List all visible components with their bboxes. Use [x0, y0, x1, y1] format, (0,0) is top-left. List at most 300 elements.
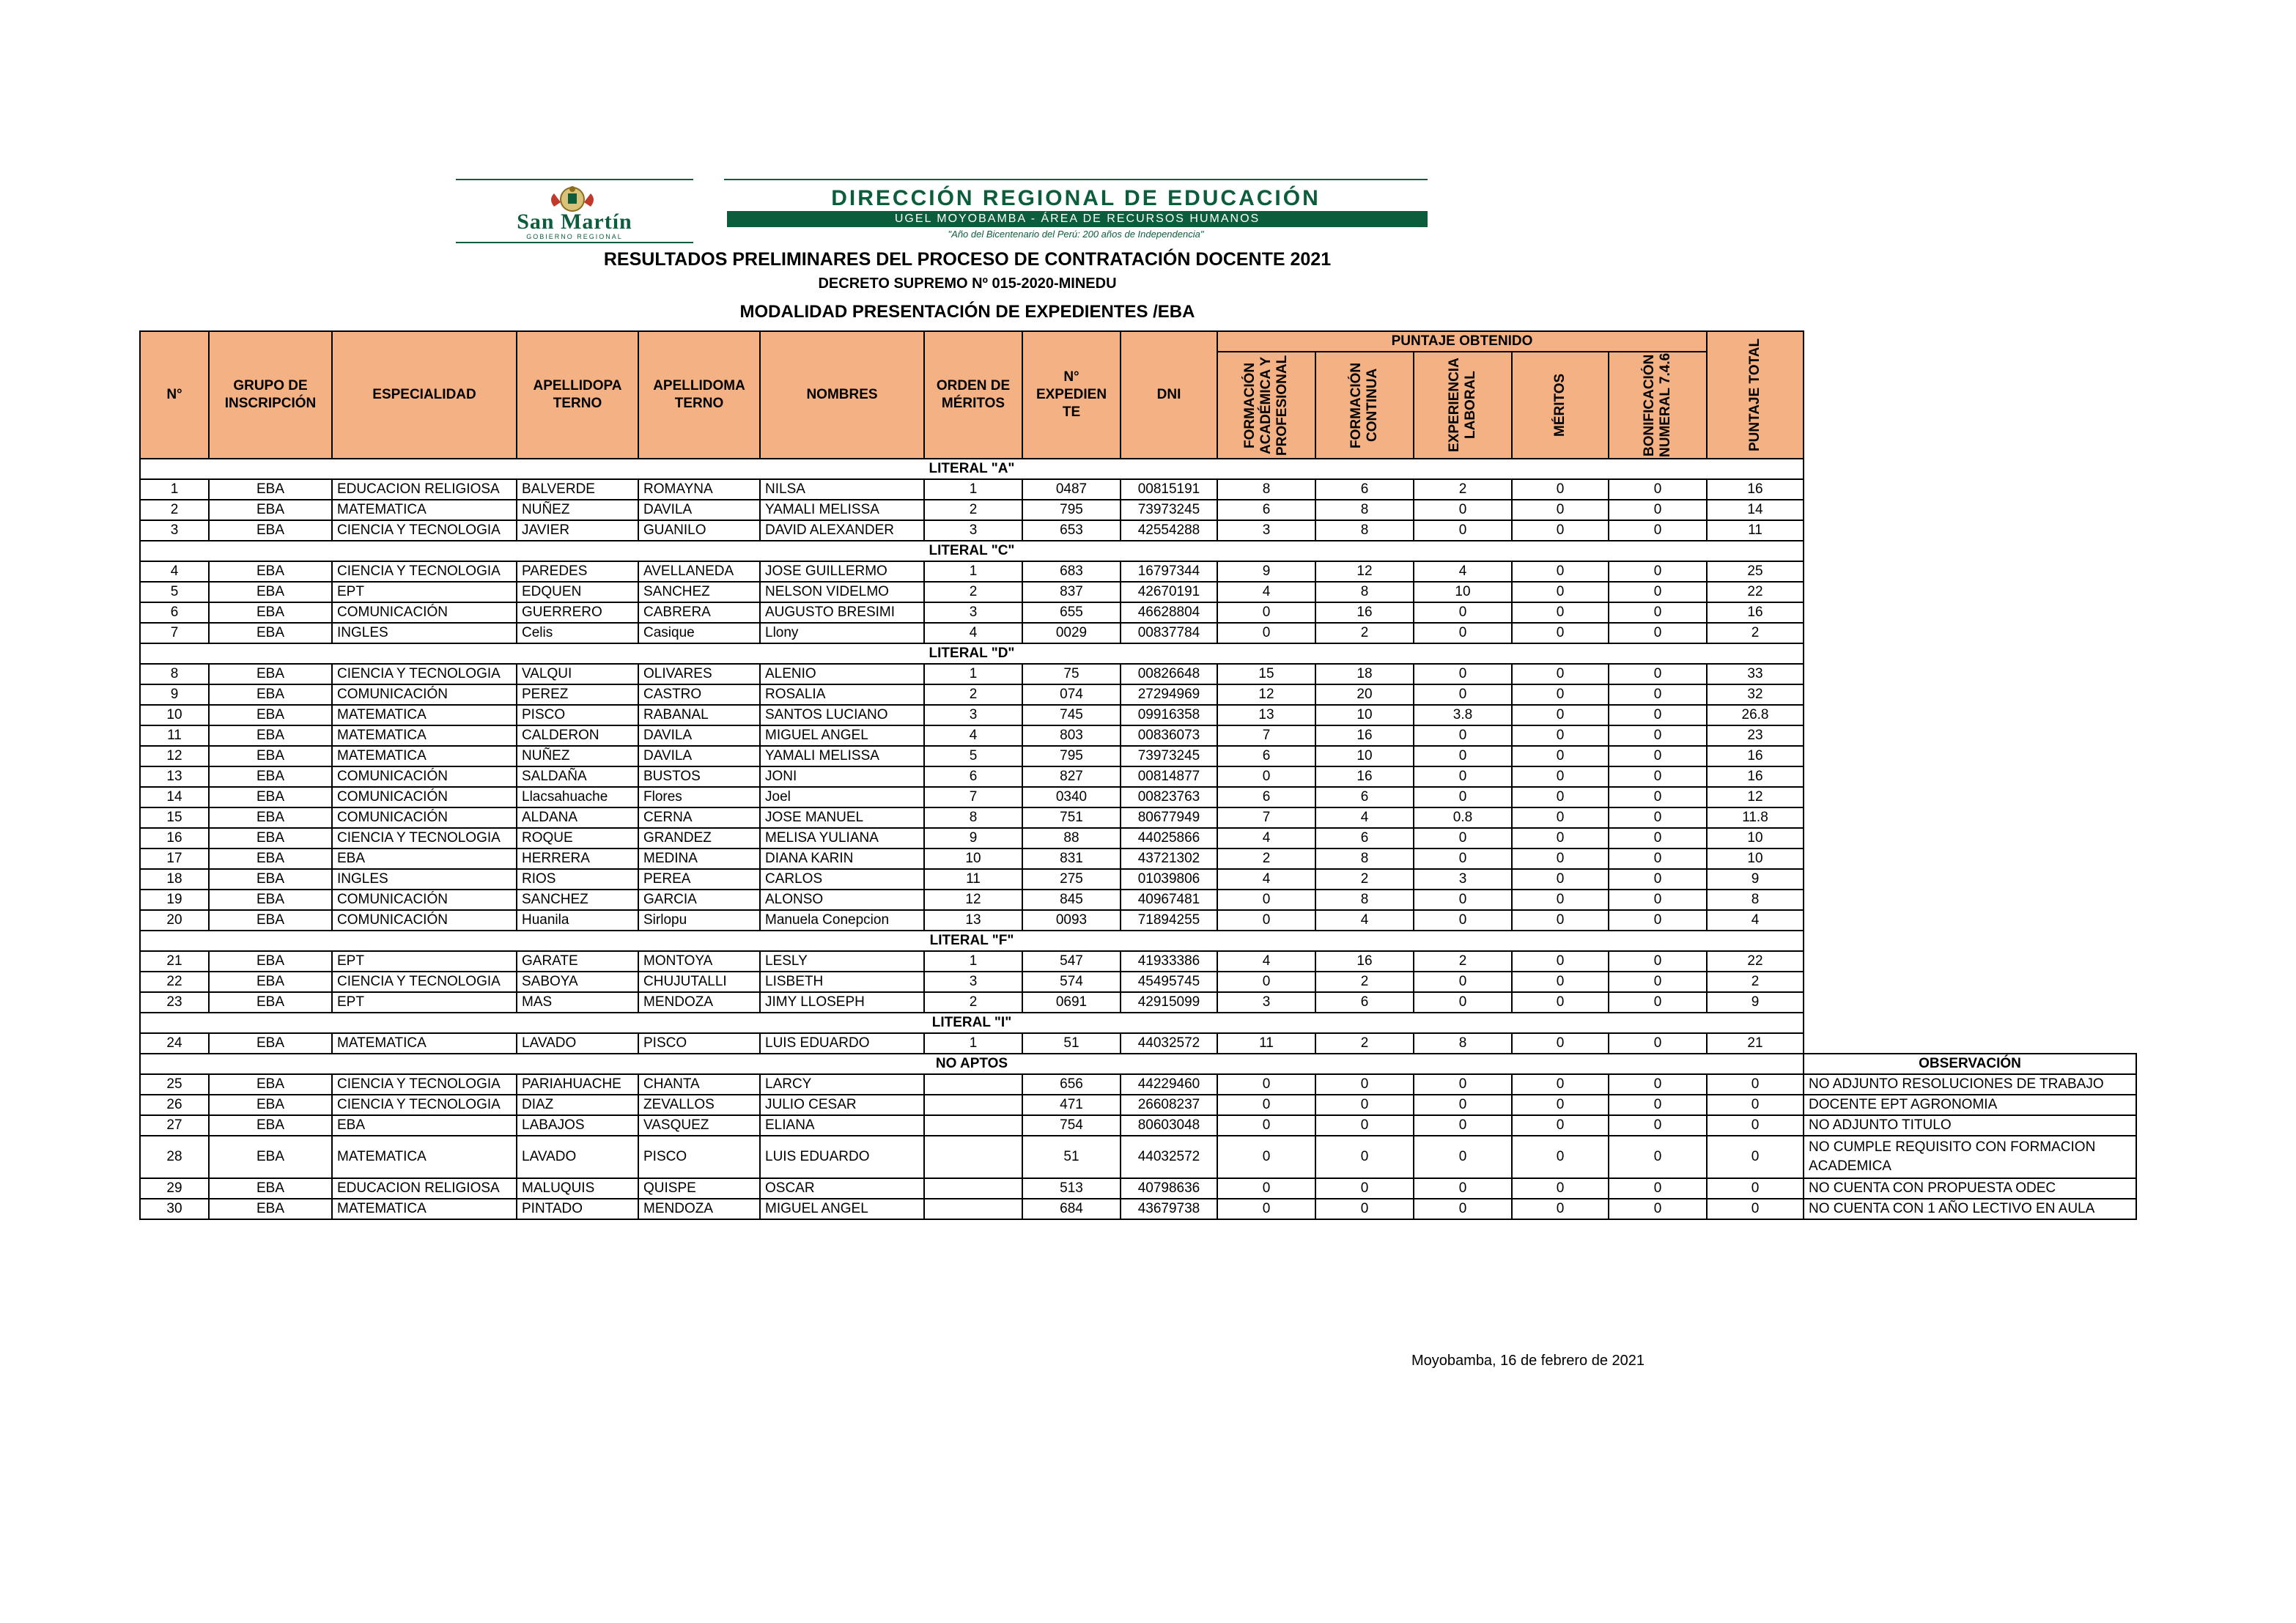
cell-exp: 574 [1022, 972, 1121, 992]
cell-orden: 10 [924, 849, 1022, 869]
section-row [140, 541, 2136, 561]
observation-spacer [1804, 1033, 2136, 1054]
cell-grupo: EBA [209, 500, 332, 520]
cell-dni: 00814877 [1121, 766, 1217, 787]
cell-grupo: EBA [209, 602, 332, 623]
cell-bo: 0 [1609, 520, 1707, 541]
logo-subtitle: GOBIERNO REGIONAL [526, 233, 623, 240]
cell-me: 0 [1512, 623, 1609, 643]
cell-fa: 3 [1217, 992, 1315, 1013]
cell-exp: 656 [1022, 1074, 1121, 1095]
cell-nom: CARLOS [760, 869, 924, 890]
cell-tot: 16 [1707, 766, 1804, 787]
cell-fc: 0 [1315, 1136, 1414, 1178]
table-row [140, 849, 2136, 869]
cell-pat: PEREZ [517, 684, 638, 705]
cell-n: 18 [140, 869, 209, 890]
cell-bo: 0 [1609, 1115, 1707, 1136]
cell-esp: EDUCACION RELIGIOSA [332, 1178, 517, 1199]
cell-me: 0 [1512, 602, 1609, 623]
cell-grupo: EBA [209, 664, 332, 684]
cell-nom: ROSALIA [760, 684, 924, 705]
cell-mat: PEREA [638, 869, 760, 890]
cell-n: 7 [140, 623, 209, 643]
cell-grupo: EBA [209, 1136, 332, 1178]
cell-fc: 8 [1315, 890, 1414, 910]
observation-spacer [1804, 684, 2136, 705]
cell-observacion: NO CUENTA CON PROPUESTA ODEC [1804, 1178, 2136, 1199]
cell-mat: VASQUEZ [638, 1115, 760, 1136]
cell-dni: 44032572 [1121, 1136, 1217, 1178]
observation-spacer [1804, 1013, 2136, 1033]
cell-grupo: EBA [209, 582, 332, 602]
cell-esp: CIENCIA Y TECNOLOGIA [332, 1095, 517, 1115]
cell-grupo: EBA [209, 623, 332, 643]
cell-pat: NUÑEZ [517, 746, 638, 766]
cell-fc: 4 [1315, 910, 1414, 931]
cell-tot: 10 [1707, 849, 1804, 869]
header-nombres: NOMBRES [760, 331, 924, 459]
cell-nom: NILSA [760, 479, 924, 500]
cell-dni: 16797344 [1121, 561, 1217, 582]
cell-exp: 51 [1022, 1033, 1121, 1054]
observation-spacer [1804, 766, 2136, 787]
observation-spacer [1804, 520, 2136, 541]
observation-spacer [1804, 869, 2136, 890]
cell-pat: MAS [517, 992, 638, 1013]
cell-tot: 4 [1707, 910, 1804, 931]
cell-orden: 2 [924, 992, 1022, 1013]
cell-fa: 9 [1217, 561, 1315, 582]
observation-spacer [1804, 664, 2136, 684]
cell-dni: 00826648 [1121, 664, 1217, 684]
cell-exp: 0487 [1022, 479, 1121, 500]
cell-esp: CIENCIA Y TECNOLOGIA [332, 664, 517, 684]
cell-grupo: EBA [209, 725, 332, 746]
cell-mat: Flores [638, 787, 760, 807]
cell-n: 25 [140, 1074, 209, 1095]
cell-fc: 16 [1315, 951, 1414, 972]
cell-n: 2 [140, 500, 209, 520]
cell-el: 0 [1414, 1178, 1512, 1199]
table-row [140, 561, 2136, 582]
cell-mat: MEDINA [638, 849, 760, 869]
cell-n: 15 [140, 807, 209, 828]
cell-orden: 6 [924, 766, 1022, 787]
cell-esp: EPT [332, 951, 517, 972]
cell-el: 0 [1414, 500, 1512, 520]
cell-me: 0 [1512, 1136, 1609, 1178]
cell-el: 0 [1414, 664, 1512, 684]
cell-me: 0 [1512, 869, 1609, 890]
table-row [140, 766, 2136, 787]
cell-exp: 75 [1022, 664, 1121, 684]
table-row [140, 602, 2136, 623]
header-formacion-continua: FORMACIÓN CONTINUA [1315, 352, 1414, 459]
cell-exp: 827 [1022, 766, 1121, 787]
cell-pat: NUÑEZ [517, 500, 638, 520]
observation-spacer [1804, 910, 2136, 931]
header-puntaje-obtenido: PUNTAJE OBTENIDO [1217, 331, 1707, 352]
cell-fc: 10 [1315, 705, 1414, 725]
cell-tot: 8 [1707, 890, 1804, 910]
cell-pat: DIAZ [517, 1095, 638, 1115]
cell-grupo: EBA [209, 1199, 332, 1219]
cell-fa: 3 [1217, 520, 1315, 541]
header-expediente: N° EXPEDIEN TE [1022, 331, 1121, 459]
section-label: LITERAL "A" [140, 459, 1804, 479]
cell-bo: 0 [1609, 664, 1707, 684]
cell-el: 4 [1414, 561, 1512, 582]
observation-spacer [1804, 787, 2136, 807]
cell-pat: ROQUE [517, 828, 638, 849]
cell-bo: 0 [1609, 1033, 1707, 1054]
cell-grupo: EBA [209, 828, 332, 849]
cell-el: 0 [1414, 849, 1512, 869]
cell-orden: 1 [924, 1033, 1022, 1054]
cell-tot: 11 [1707, 520, 1804, 541]
cell-grupo: EBA [209, 849, 332, 869]
cell-fc: 0 [1315, 1074, 1414, 1095]
cell-me: 0 [1512, 992, 1609, 1013]
cell-tot: 12 [1707, 787, 1804, 807]
header-dni: DNI [1121, 331, 1217, 459]
cell-exp: 845 [1022, 890, 1121, 910]
cell-fc: 16 [1315, 725, 1414, 746]
cell-grupo: EBA [209, 766, 332, 787]
cell-bo: 0 [1609, 972, 1707, 992]
cell-exp: 795 [1022, 746, 1121, 766]
cell-el: 0 [1414, 602, 1512, 623]
cell-pat: JAVIER [517, 520, 638, 541]
cell-esp: COMUNICACIÓN [332, 787, 517, 807]
table-row [140, 1074, 2136, 1095]
section-label: LITERAL "D" [140, 643, 1804, 664]
cell-n: 4 [140, 561, 209, 582]
cell-me: 0 [1512, 520, 1609, 541]
observation-spacer [1804, 623, 2136, 643]
cell-fc: 8 [1315, 849, 1414, 869]
cell-esp: COMUNICACIÓN [332, 684, 517, 705]
cell-tot: 14 [1707, 500, 1804, 520]
cell-exp: 0093 [1022, 910, 1121, 931]
cell-mat: CHANTA [638, 1074, 760, 1095]
cell-tot: 23 [1707, 725, 1804, 746]
cell-fc: 4 [1315, 807, 1414, 828]
cell-exp: 745 [1022, 705, 1121, 725]
header-experiencia-laboral: EXPERIENCIA LABORAL [1414, 352, 1512, 459]
cell-fa: 0 [1217, 1095, 1315, 1115]
cell-mat: CHUJUTALLI [638, 972, 760, 992]
cell-bo: 0 [1609, 705, 1707, 725]
cell-pat: SALDAÑA [517, 766, 638, 787]
cell-exp: 837 [1022, 582, 1121, 602]
cell-fa: 4 [1217, 951, 1315, 972]
cell-observacion: NO CUENTA CON 1 AÑO LECTIVO EN AULA [1804, 1199, 2136, 1219]
cell-bo: 0 [1609, 561, 1707, 582]
cell-fa: 13 [1217, 705, 1315, 725]
cell-dni: 42915099 [1121, 992, 1217, 1013]
cell-mat: ZEVALLOS [638, 1095, 760, 1115]
cell-exp: 655 [1022, 602, 1121, 623]
cell-esp: CIENCIA Y TECNOLOGIA [332, 972, 517, 992]
table-row [140, 705, 2136, 725]
cell-mat: GRANDEZ [638, 828, 760, 849]
cell-pat: LAVADO [517, 1136, 638, 1178]
table-row [140, 807, 2136, 828]
observation-spacer [1804, 992, 2136, 1013]
cell-pat: ALDANA [517, 807, 638, 828]
cell-exp: 0029 [1022, 623, 1121, 643]
cell-nom: MELISA YULIANA [760, 828, 924, 849]
cell-exp: 795 [1022, 500, 1121, 520]
observation-spacer [1804, 582, 2136, 602]
cell-mat: GUANILO [638, 520, 760, 541]
cell-exp: 754 [1022, 1115, 1121, 1136]
cell-me: 0 [1512, 849, 1609, 869]
cell-me: 0 [1512, 951, 1609, 972]
cell-el: 0 [1414, 972, 1512, 992]
cell-orden [924, 1136, 1022, 1178]
cell-dni: 40967481 [1121, 890, 1217, 910]
cell-esp: COMUNICACIÓN [332, 910, 517, 931]
observation-spacer [1804, 807, 2136, 828]
cell-el: 3 [1414, 869, 1512, 890]
cell-nom: OSCAR [760, 1178, 924, 1199]
cell-orden [924, 1095, 1022, 1115]
cell-mat: BUSTOS [638, 766, 760, 787]
cell-n: 1 [140, 479, 209, 500]
cell-nom: LUIS EDUARDO [760, 1033, 924, 1054]
header-grupo: GRUPO DE INSCRIPCIÓN [209, 331, 332, 459]
cell-esp: EDUCACION RELIGIOSA [332, 479, 517, 500]
cell-nom: YAMALI MELISSA [760, 500, 924, 520]
cell-pat: PISCO [517, 705, 638, 725]
section-label: LITERAL "F" [140, 931, 1804, 951]
cell-dni: 44032572 [1121, 1033, 1217, 1054]
table-row [140, 746, 2136, 766]
section-row [140, 459, 2136, 479]
cell-nom: AUGUSTO BRESIMI [760, 602, 924, 623]
cell-mat: OLIVARES [638, 664, 760, 684]
observation-spacer [1804, 951, 2136, 972]
cell-grupo: EBA [209, 890, 332, 910]
cell-dni: 46628804 [1121, 602, 1217, 623]
cell-exp: 684 [1022, 1199, 1121, 1219]
cell-orden: 1 [924, 664, 1022, 684]
cell-pat: HERRERA [517, 849, 638, 869]
cell-orden [924, 1115, 1022, 1136]
cell-orden: 8 [924, 807, 1022, 828]
cell-mat: RABANAL [638, 705, 760, 725]
cell-tot: 32 [1707, 684, 1804, 705]
cell-fc: 0 [1315, 1178, 1414, 1199]
section-row [140, 643, 2136, 664]
table-row [140, 520, 2136, 541]
cell-grupo: EBA [209, 910, 332, 931]
cell-tot: 11.8 [1707, 807, 1804, 828]
cell-grupo: EBA [209, 705, 332, 725]
cell-orden: 3 [924, 705, 1022, 725]
cell-mat: DAVILA [638, 725, 760, 746]
cell-pat: LABAJOS [517, 1115, 638, 1136]
cell-orden [924, 1178, 1022, 1199]
cell-bo: 0 [1609, 1074, 1707, 1095]
cell-grupo: EBA [209, 479, 332, 500]
cell-el: 3.8 [1414, 705, 1512, 725]
cell-grupo: EBA [209, 1178, 332, 1199]
cell-dni: 71894255 [1121, 910, 1217, 931]
cell-me: 0 [1512, 1178, 1609, 1199]
logo-name: San Martín [517, 210, 632, 234]
header-meritos: MÉRITOS [1512, 352, 1609, 459]
cell-grupo: EBA [209, 684, 332, 705]
cell-exp: 751 [1022, 807, 1121, 828]
observation-spacer [1804, 890, 2136, 910]
cell-me: 0 [1512, 1115, 1609, 1136]
cell-fc: 8 [1315, 520, 1414, 541]
cell-bo: 0 [1609, 992, 1707, 1013]
cell-mat: Casique [638, 623, 760, 643]
table-row [140, 500, 2136, 520]
cell-bo: 0 [1609, 787, 1707, 807]
cell-n: 5 [140, 582, 209, 602]
table-row [140, 1178, 2136, 1199]
cell-dni: 00837784 [1121, 623, 1217, 643]
cell-n: 24 [140, 1033, 209, 1054]
cell-mat: PISCO [638, 1033, 760, 1054]
cell-esp: COMUNICACIÓN [332, 890, 517, 910]
cell-mat: MENDOZA [638, 992, 760, 1013]
cell-me: 0 [1512, 1095, 1609, 1115]
cell-fa: 6 [1217, 787, 1315, 807]
cell-el: 0.8 [1414, 807, 1512, 828]
cell-dni: 42554288 [1121, 520, 1217, 541]
cell-me: 0 [1512, 746, 1609, 766]
cell-el: 8 [1414, 1033, 1512, 1054]
cell-mat: SANCHEZ [638, 582, 760, 602]
cell-fc: 20 [1315, 684, 1414, 705]
cell-fa: 11 [1217, 1033, 1315, 1054]
cell-mat: QUISPE [638, 1178, 760, 1199]
cell-bo: 0 [1609, 602, 1707, 623]
table-row [140, 787, 2136, 807]
header-puntaje-total: PUNTAJE TOTAL [1707, 331, 1804, 459]
cell-esp: CIENCIA Y TECNOLOGIA [332, 561, 517, 582]
cell-fa: 4 [1217, 828, 1315, 849]
observation-spacer [1804, 828, 2136, 849]
table-row [140, 828, 2136, 849]
cell-esp: COMUNICACIÓN [332, 766, 517, 787]
cell-tot: 33 [1707, 664, 1804, 684]
cell-fa: 2 [1217, 849, 1315, 869]
cell-fc: 6 [1315, 828, 1414, 849]
cell-me: 0 [1512, 1199, 1609, 1219]
header-apellido-materno: APELLIDOMA TERNO [638, 331, 760, 459]
cell-fc: 12 [1315, 561, 1414, 582]
cell-orden: 4 [924, 725, 1022, 746]
table-row [140, 623, 2136, 643]
observation-spacer [1804, 331, 2136, 459]
cell-dni: 26608237 [1121, 1095, 1217, 1115]
cell-n: 22 [140, 972, 209, 992]
cell-tot: 10 [1707, 828, 1804, 849]
cell-el: 0 [1414, 1136, 1512, 1178]
cell-orden: 13 [924, 910, 1022, 931]
cell-n: 23 [140, 992, 209, 1013]
cell-me: 0 [1512, 828, 1609, 849]
dre-letterhead [724, 179, 1428, 242]
cell-el: 0 [1414, 910, 1512, 931]
cell-me: 0 [1512, 684, 1609, 705]
observation-spacer [1804, 972, 2136, 992]
cell-bo: 0 [1609, 1095, 1707, 1115]
cell-bo: 0 [1609, 746, 1707, 766]
cell-fa: 7 [1217, 725, 1315, 746]
cell-me: 0 [1512, 582, 1609, 602]
table-row [140, 910, 2136, 931]
cell-esp: MATEMATICA [332, 705, 517, 725]
cell-el: 0 [1414, 746, 1512, 766]
cell-dni: 40798636 [1121, 1178, 1217, 1199]
cell-grupo: EBA [209, 787, 332, 807]
table-row [140, 1033, 2136, 1054]
cell-n: 20 [140, 910, 209, 931]
cell-me: 0 [1512, 972, 1609, 992]
cell-fa: 4 [1217, 869, 1315, 890]
table-row [140, 725, 2136, 746]
cell-pat: LAVADO [517, 1033, 638, 1054]
dre-motto: "Año del Bicentenario del Perú: 200 años de Independencia" [948, 229, 1204, 240]
cell-nom: ALENIO [760, 664, 924, 684]
cell-dni: 73973245 [1121, 500, 1217, 520]
cell-tot: 2 [1707, 972, 1804, 992]
cell-esp: CIENCIA Y TECNOLOGIA [332, 1074, 517, 1095]
cell-nom: LISBETH [760, 972, 924, 992]
cell-orden: 11 [924, 869, 1022, 890]
cell-bo: 0 [1609, 725, 1707, 746]
cell-grupo: EBA [209, 520, 332, 541]
section-label: LITERAL "C" [140, 541, 1804, 561]
cell-grupo: EBA [209, 561, 332, 582]
document-title: RESULTADOS PRELIMINARES DEL PROCESO DE CONTRATACIÓN DOCENTE 2021 [603, 249, 1332, 270]
cell-nom: LESLY [760, 951, 924, 972]
table-row [140, 951, 2136, 972]
table-row [140, 664, 2136, 684]
cell-esp: MATEMATICA [332, 1136, 517, 1178]
cell-bo: 0 [1609, 849, 1707, 869]
cell-pat: GUERRERO [517, 602, 638, 623]
cell-tot: 25 [1707, 561, 1804, 582]
table-row [140, 972, 2136, 992]
cell-el: 0 [1414, 623, 1512, 643]
cell-tot: 16 [1707, 602, 1804, 623]
cell-dni: 27294969 [1121, 684, 1217, 705]
cell-mat: CABRERA [638, 602, 760, 623]
cell-n: 3 [140, 520, 209, 541]
cell-nom: DAVID ALEXANDER [760, 520, 924, 541]
cell-grupo: EBA [209, 951, 332, 972]
cell-tot: 21 [1707, 1033, 1804, 1054]
cell-fa: 4 [1217, 582, 1315, 602]
cell-pat: MALUQUIS [517, 1178, 638, 1199]
cell-fa: 0 [1217, 1178, 1315, 1199]
cell-pat: PAREDES [517, 561, 638, 582]
table-row [140, 1199, 2136, 1219]
cell-me: 0 [1512, 725, 1609, 746]
cell-bo: 0 [1609, 766, 1707, 787]
table-row [140, 479, 2136, 500]
